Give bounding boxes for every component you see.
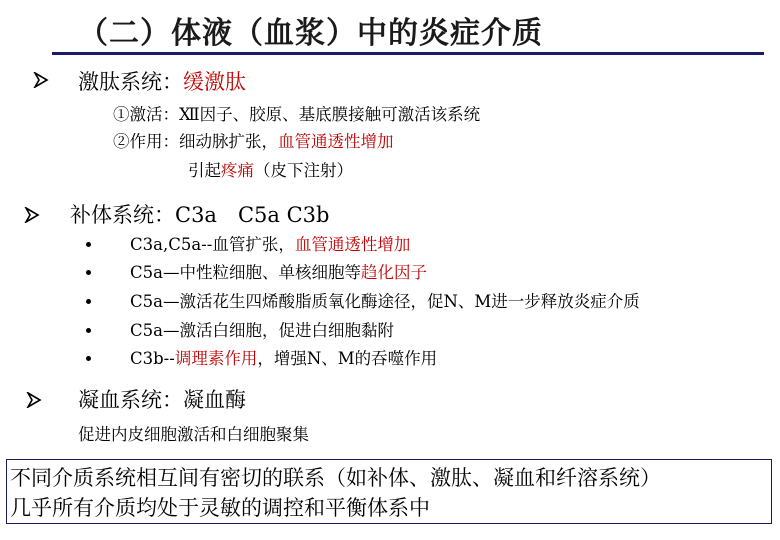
complement-bullet: C5a—中性粒细胞、单核细胞等趋化因子: [130, 263, 427, 282]
arrow-bullet-icon: [26, 392, 42, 408]
summary-line-2: 几乎所有介质均处于灵敏的调控和平衡体系中: [10, 496, 430, 520]
complement-heading: 补体系统：C3a C5a C3b: [70, 203, 330, 227]
complement-bullet: C3b--调理素作用，增强N、M的吞噬作用: [130, 349, 438, 368]
complement-bullet: C3a,C5a--血管扩张，血管通透性增加: [130, 235, 411, 254]
arrow-bullet-icon: [33, 72, 49, 88]
page-title: （二）体液（血浆）中的炎症介质: [78, 16, 543, 51]
dot-bullet-icon: [86, 356, 91, 361]
kinin-heading: 激肽系统：缓激肽: [78, 70, 246, 94]
dot-bullet-icon: [86, 242, 91, 247]
dot-bullet-icon: [86, 270, 91, 275]
summary-line-1: 不同介质系统相互间有密切的联系（如补体、激肽、凝血和纤溶系统）: [10, 466, 661, 490]
kinin-effect-line: ②作用：细动脉扩张，血管通透性增加: [113, 132, 394, 151]
complement-bullet: C5a—激活花生四烯酸脂质氧化酶途径，促N、M进一步释放炎症介质: [130, 292, 640, 311]
dot-bullet-icon: [86, 328, 91, 333]
kinin-pain-line: 引起疼痛（皮下注射）: [188, 161, 353, 180]
kinin-activation-line: ①激活：Ⅻ因子、胶原、基底膜接触可激活该系统: [113, 105, 481, 124]
coagulation-heading: 凝血系统：凝血酶: [78, 388, 246, 412]
dot-bullet-icon: [86, 299, 91, 304]
arrow-bullet-icon: [24, 207, 40, 223]
complement-bullet: C5a—激活白细胞，促进白细胞黏附: [130, 321, 394, 340]
coagulation-line: 促进内皮细胞激活和白细胞聚集: [78, 425, 309, 444]
title-underline: [52, 52, 764, 55]
